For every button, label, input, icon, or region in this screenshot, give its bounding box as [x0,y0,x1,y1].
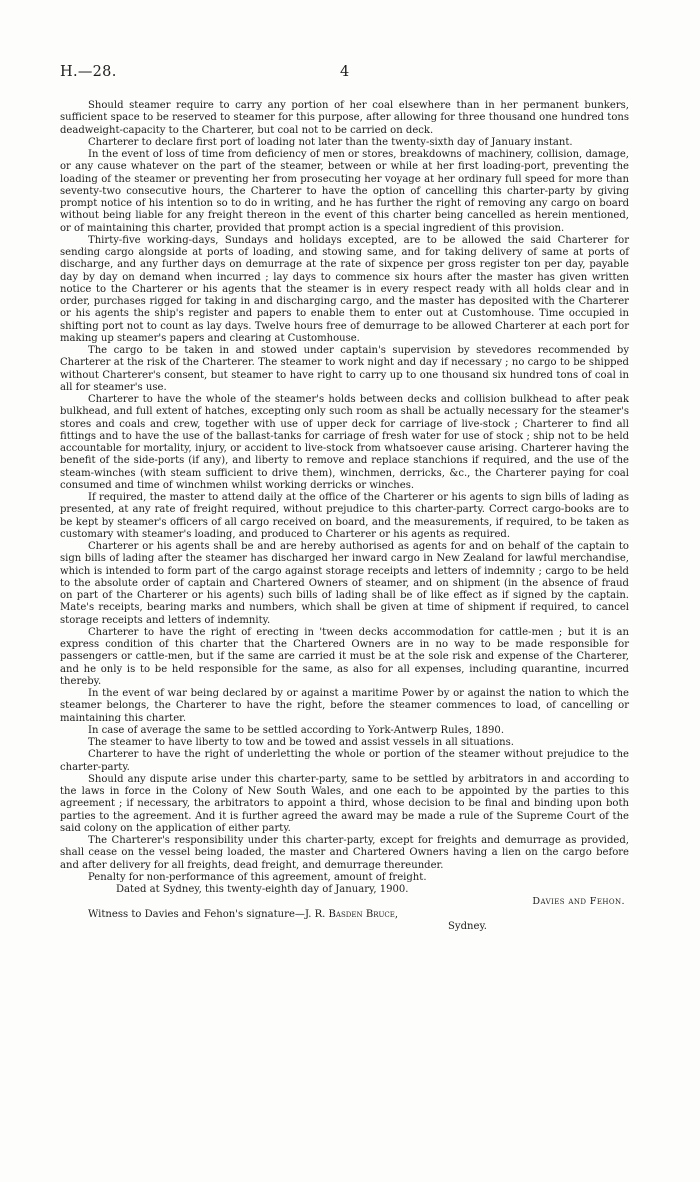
paragraph-working-days: Thirty-five working-days, Sundays and holidays excepted, are to be allowed the said Charterer for sending cargo alongside at ports of loading, and stowing same, and for taking delivery of same at ports of discharge, and any further days on demurrage at the rate of sixpence per gross register ton per day, payable day by day on demand when incurred ; lay days to commence six hours after the master has given written notice to the Charterer or his agents that the steamer is in every respect ready with all holds clear and in order, purchases rigged for taking in and discharging cargo, and the master has deposited with the Charterer or his agents the ship's register and papers to enable them to enter out at Customhouse. Time occupied in shifting port not to count as lay days. Twelve hours free of demurrage to be allowed Charterer at each port for making up steamer's papers and clearing at Customhouse. [60,234,629,344]
paragraph-towing: The steamer to have liberty to tow and be towed and assist vessels in all situations. [88,737,514,748]
witness-city: Sydney. [448,920,487,932]
body-text [60,100,629,933]
paragraph-cattle-men: Charterer to have the right of erecting in 'tween decks accommodation for cattle-men ; but it is an express condition of this charter that the Chartered Owners are in no way to be made responsible for passengers or cattle-men, but if the same are carried it must be at the sole risk and expense of the Charterer, and he only is to be held responsible for the same, as also for all expenses, including quarantine, incurred thereby. [60,626,629,687]
dated-line: Dated at Sydney, this twenty-eighth day of January, 1900. [116,884,409,895]
paragraph-bills-of-lading: If required, the master to attend daily at the office of the Charterer or his agents to sign bills of lading as presented, at any rate of freight required, without prejudice to this charter-party. Correct cargo-books are to be kept by steamer's officers of all cargo received on board, and the measurements, if required, to be taken as customary with steamer's loading, and produced to Charterer or his agents as required. [60,492,629,540]
signatory: Davies and Fehon. [532,896,625,908]
page-number: 4 [340,64,350,80]
paragraph-dispute: Should any dispute arise under this charter-party, same to be settled by arbitrators in and according to the laws in force in the Colony of New South Wales, and one each to be appointed by the parties to this agreement ; if necessary, the arbitrators to appoint a third, whose decision to be final and binding upon both parties to the agreement. And it is further agreed the award may be made a rule of the Supreme Court of the said colony on the application of either party. [60,773,629,834]
witness-name: Basden Bruce, [328,908,399,920]
paragraph-war: In the event of war being declared by or against a maritime Power by or against the nation to which the steamer belongs, the Charterer to have the right, before the steamer commences to load, of cancelling or maintaining this charter. [60,688,629,724]
page-header [60,64,640,84]
paragraph-coal-bunkers: Should steamer require to carry any portion of her coal elsewhere than in her permanent bunkers, sufficient space to be reserved to steamer for this purpose, after allowing for three thousand one hundred tons deadweight-capacity to the Charterer, but coal not to be carried on deck. [60,100,629,136]
paragraph-first-port: Charterer to declare first port of loading not later than the twenty-sixth day of January instant. [88,136,573,148]
witness-prefix: Witness to Davies and Fehon's signature—J. R. [88,908,326,920]
document-code: H.—28. [60,64,117,80]
paragraph-cargo-stowage: The cargo to be taken in and stowed under captain's supervision by stevedores recommended by Charterer at the risk of the Charterer. The steamer to work night and day if necessary ; no cargo to be shipped without Charterer's consent, but steamer to have right to carry up to one thousand six hundred tons of coal in all for steamer's use. [60,345,629,393]
paragraph-agents-authority: Charterer or his agents shall be and are hereby authorised as agents for and on behalf of the captain to sign bills of lading after the steamer has discharged her inward cargo in New Zealand for lawful merchandise, which is intended to form part of the cargo against storage receipts and letters of indemnity ; cargo to be held to the absolute order of captain and Chartered Owners of steamer, and on shipment (in the absence of fraud on part of the Charterer or his agents) such bills of lading shall be of like effect as if signed by the captain. Mate's receipts, bearing marks and numbers, which shall be given at time of shipment if required, to cancel storage receipts and letters of indemnity. [60,541,629,626]
paragraph-penalty: Penalty for non-performance of this agreement, amount of freight. [88,871,427,883]
witness-line [60,909,629,921]
paragraph-underletting: Charterer to have the right of underletting the whole or portion of the steamer without prejudice to the charter-party. [60,749,629,773]
paragraph-responsibility: The Charterer's responsibility under this charter-party, except for freights and demurrage as provided, shall cease on the vessel being loaded, the master and Chartered Owners having a lien on the cargo before and after delivery for all freights, dead freight, and demurrage thereunder. [60,835,629,871]
paragraph-loss-of-time: In the event of loss of time from deficiency of men or stores, breakdowns of machinery, collision, damage, or any cause whatever on the part of the steamer, between or while at her first loading-port, preventing the loading of the steamer or preventing her from prosecuting her voyage at her ordinary full speed for more than seventy-two consecutive hours, the Charterer to have the option of cancelling this charter-party by giving prompt notice of his intention so to do in writing, and he has further the right of removing any cargo on board without being liable for any freight thereon in the event of this charter being cancelled as herein mentioned, or of maintaining this charter, provided that prompt action is a special ingredient of this provision. [60,149,629,234]
paragraph-average: In case of average the same to be settled according to York-Antwerp Rules, 1890. [88,724,505,736]
paragraph-holds: Charterer to have the whole of the steamer's holds between decks and collision bulkhead to after peak bulkhead, and full extent of hatches, excepting only such room as shall be actually necessary for the steamer's stores and coals and crew, together with use of upper deck for carriage of live-stock ; Charterer to find all fittings and to have the use of the ballast-tanks for carriage of fresh water for use of stock ; ship not to be held accountable for mortality, injury, or accident to live-stock from whatsoever cause arising. Charterer having the benefit of the side-ports (if any), and liberty to remove and replace stanchions if required, and the use of the steam-winches (with steam sufficient to drive them), winchmen, derricks, &c., the Charterer paying for coal consumed and time of winchmen whilst working derricks or winches. [60,394,629,491]
